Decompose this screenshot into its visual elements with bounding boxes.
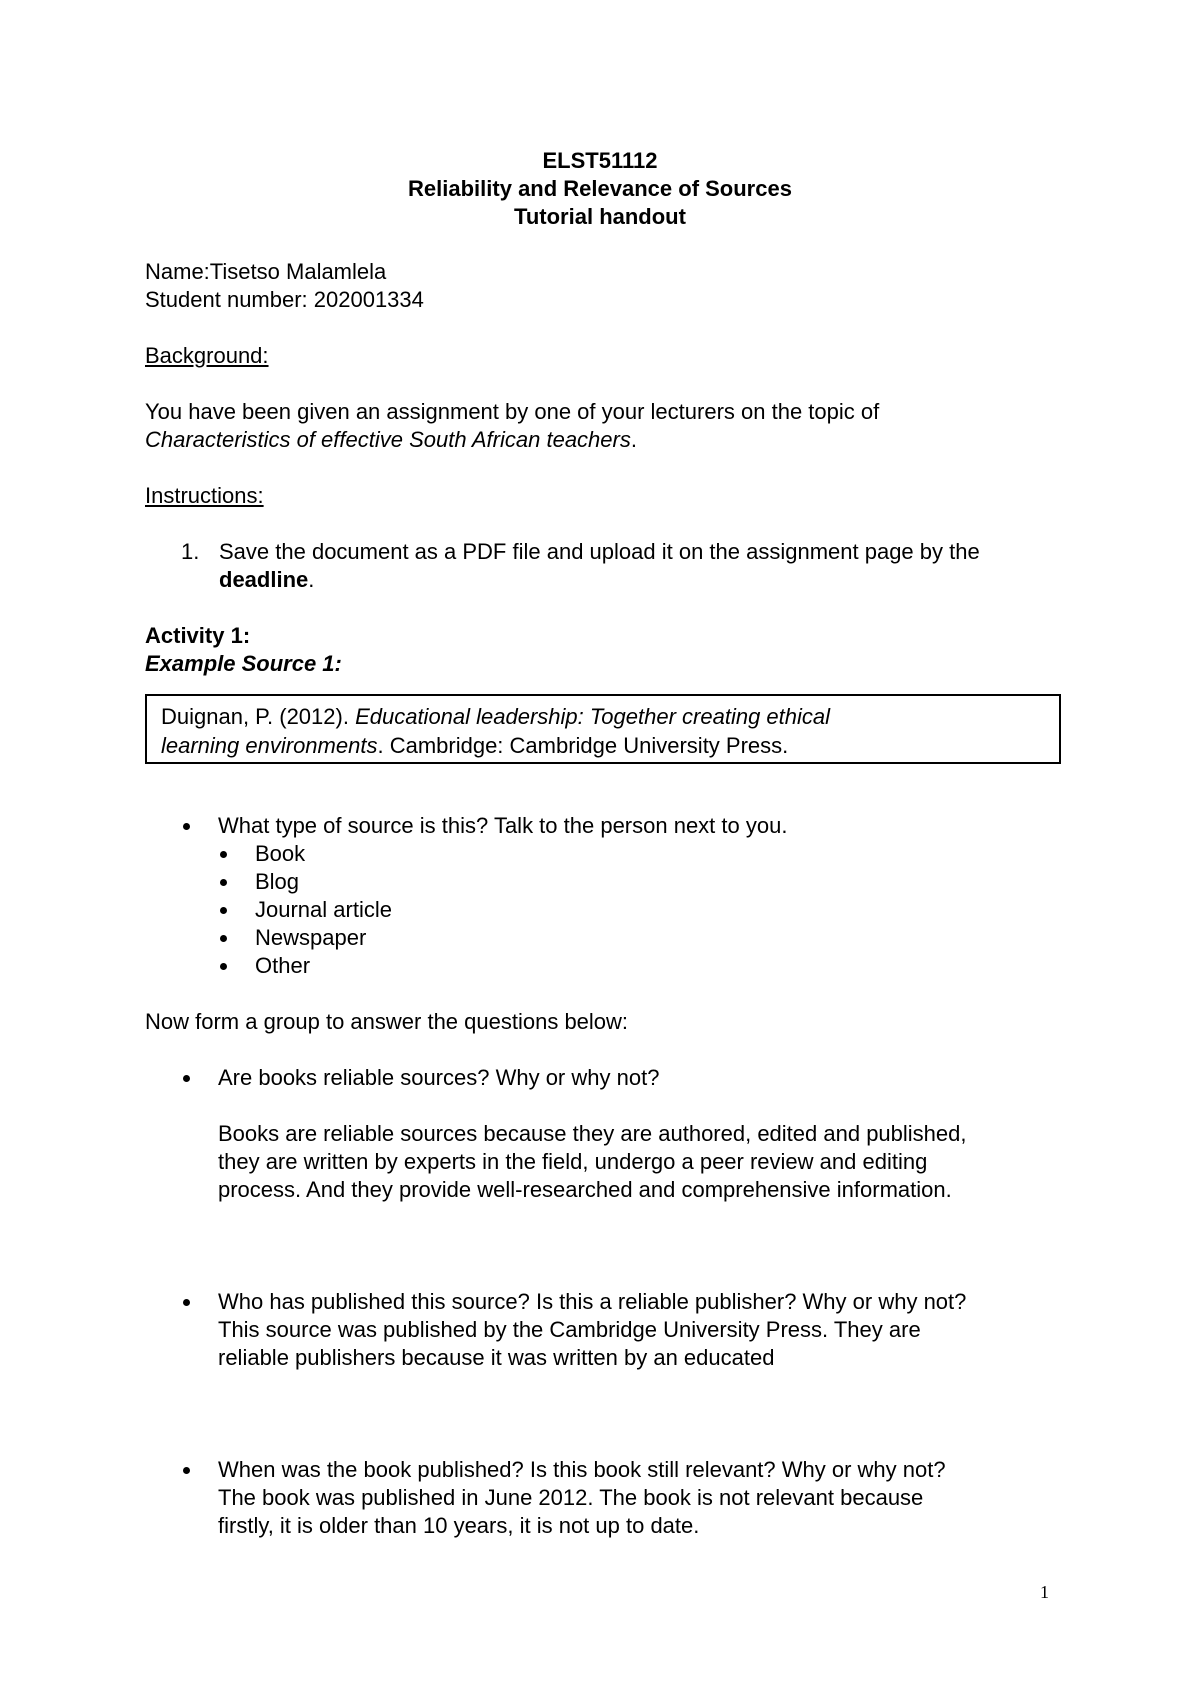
answer-1-line: Books are reliable sources because they are authored, edited and published,: [218, 1121, 967, 1146]
question-1-text: Are books reliable sources? Why or why not?: [218, 1065, 660, 1090]
instructions-heading-text: Instructions:: [145, 483, 264, 508]
instructions-list: [145, 538, 1075, 594]
answer-1-line: they are written by experts in the field, undergo a peer review and editing: [218, 1149, 928, 1174]
document-subtitle: Tutorial handout: [514, 204, 686, 229]
question-3-text: When was the book published? Is this book still relevant? Why or why not?: [218, 1457, 946, 1482]
background-topic: Characteristics of effective South African teachers: [145, 427, 631, 452]
type-option-blog: Blog: [255, 869, 300, 894]
list-item: [145, 924, 1075, 952]
type-question-text: What type of source is this? Talk to the person next to you.: [218, 813, 788, 838]
bullet-icon: [183, 823, 190, 830]
activity-heading: Activity 1:: [145, 623, 251, 648]
bullet-icon: [220, 907, 227, 914]
bullet-icon: [183, 1299, 190, 1306]
list-item: [145, 840, 1075, 868]
student-number: Student number: 202001334: [145, 287, 424, 312]
type-options-list: [145, 840, 1075, 980]
answer-1: [218, 1120, 1078, 1204]
type-option-newspaper: Newspaper: [255, 925, 367, 950]
instruction-deadline: deadline: [219, 567, 309, 592]
instruction-number: 1.: [181, 539, 200, 564]
question-2: [145, 1288, 1075, 1316]
bullet-icon: [220, 879, 227, 886]
background-heading: [145, 342, 1075, 370]
answer-3-line: The book was published in June 2012. The book is not relevant because: [218, 1485, 924, 1510]
reference-box: [145, 694, 1061, 764]
bullet-icon: [220, 935, 227, 942]
answer-2-line: This source was published by the Cambridge University Press. They are: [218, 1317, 921, 1342]
list-item: [145, 868, 1075, 896]
background-text: [145, 398, 1075, 454]
question-2-text: Who has published this source? Is this a reliable publisher? Why or why not?: [218, 1289, 967, 1314]
list-item: [145, 896, 1075, 924]
answer-1-line: process. And they provide well-researched and comprehensive information.: [218, 1177, 952, 1202]
type-question: [145, 812, 1075, 840]
student-name: Name:Tisetso Malamlela: [145, 259, 387, 284]
background-text-start: You have been given an assignment by one of your lecturers on the topic of: [145, 399, 880, 424]
instructions-heading: [145, 482, 1075, 510]
page-number: 1: [1040, 1582, 1049, 1602]
bullet-icon: [220, 851, 227, 858]
reference-publisher: . Cambridge: Cambridge University Press.: [377, 733, 789, 758]
source-heading: Example Source 1:: [145, 651, 342, 676]
group-prompt: Now form a group to answer the questions below:: [145, 1009, 629, 1034]
reference-author: Duignan, P. (2012).: [161, 704, 356, 729]
bullet-icon: [220, 963, 227, 970]
list-item: [145, 952, 1075, 980]
type-option-journal: Journal article: [255, 897, 392, 922]
background-heading-text: Background:: [145, 343, 269, 368]
answer-3-line: firstly, it is older than 10 years, it is not up to date.: [218, 1513, 700, 1538]
document-title: Reliability and Relevance of Sources: [408, 176, 792, 201]
reference-title-line1: Educational leadership: Together creating ethical: [355, 704, 831, 729]
bullet-icon: [183, 1075, 190, 1082]
instruction-text-end: .: [308, 567, 315, 592]
question-1: [145, 1064, 1075, 1092]
activity-heading-block: [145, 622, 1075, 678]
student-details: [145, 258, 1075, 314]
answer-3: [218, 1484, 1078, 1540]
answer-2-line: reliable publishers because it was written by an educated: [218, 1345, 775, 1370]
question-3: [145, 1456, 1075, 1484]
background-text-end: .: [630, 427, 637, 452]
instruction-text-start: Save the document as a PDF file and upload it on the assignment page by the: [219, 539, 980, 564]
type-option-other: Other: [255, 953, 311, 978]
bullet-icon: [183, 1467, 190, 1474]
instruction-item: [145, 538, 1075, 594]
reference-title-line2: learning environments: [161, 733, 378, 758]
document-header: [0, 147, 1200, 231]
course-code: ELST51112: [542, 148, 658, 173]
answer-2: [218, 1316, 1078, 1372]
type-option-book: Book: [255, 841, 306, 866]
